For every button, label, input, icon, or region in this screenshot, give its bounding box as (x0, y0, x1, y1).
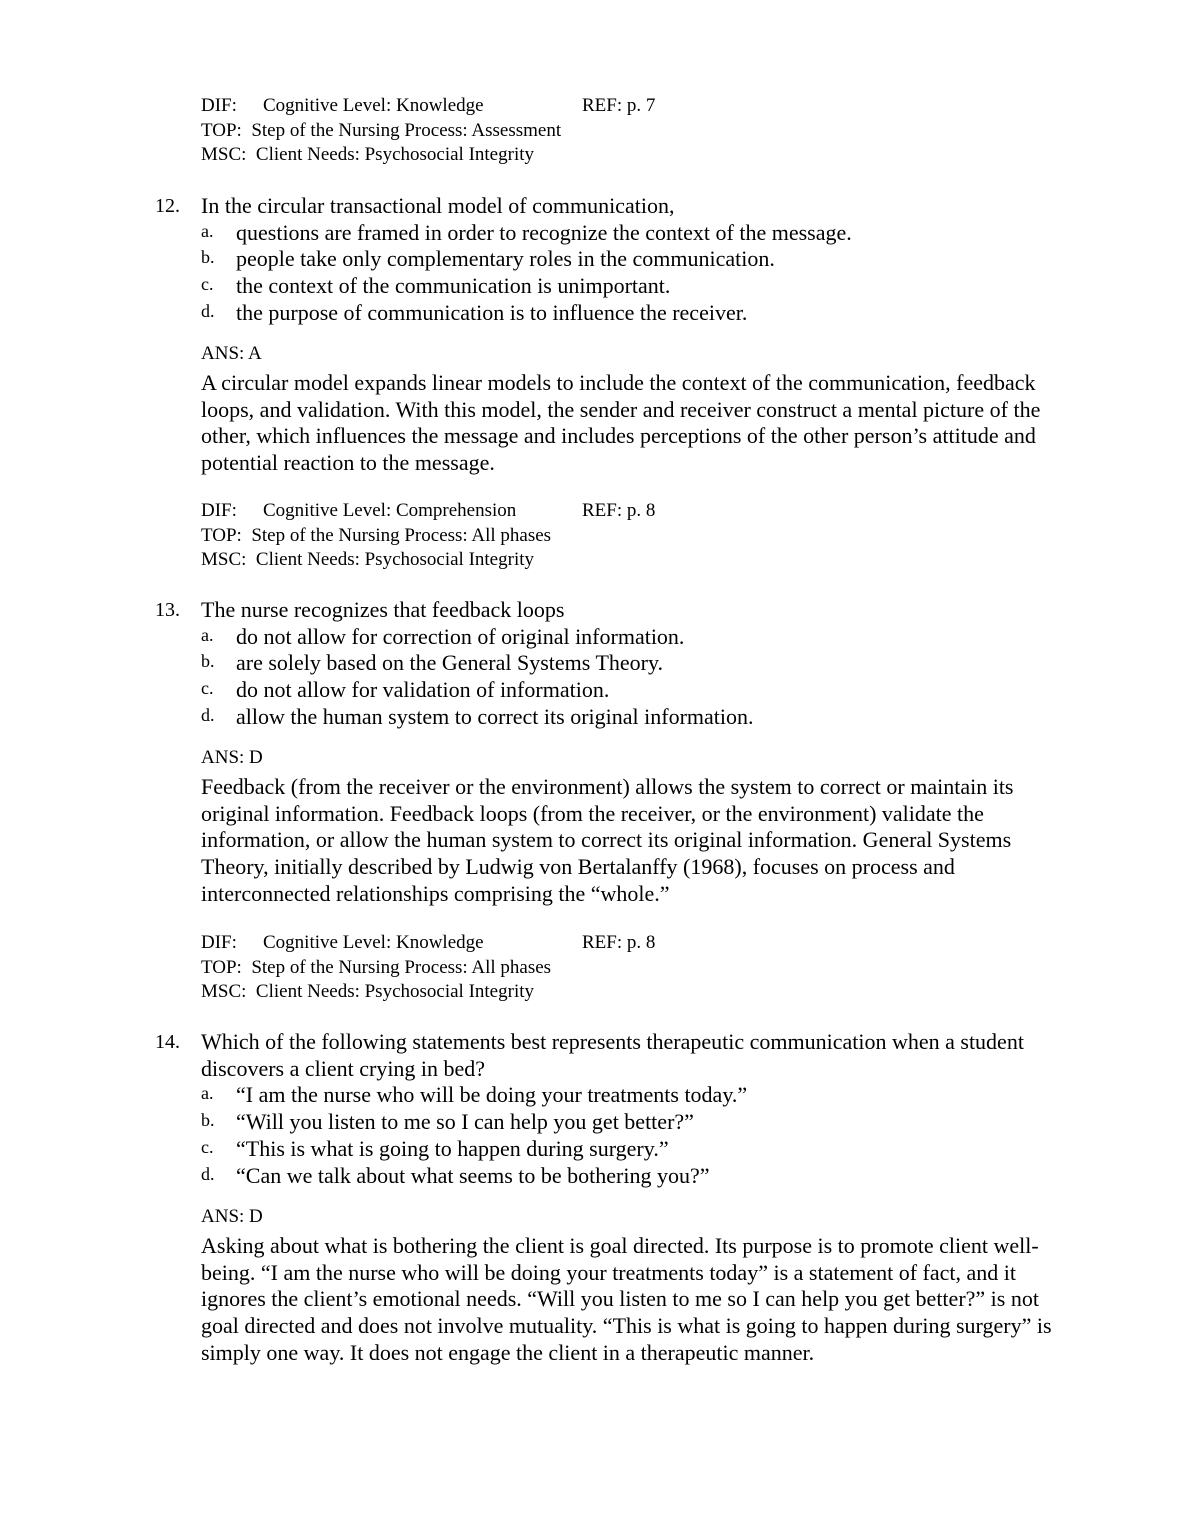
option-letter: c. (201, 1136, 214, 1157)
answer-rationale (201, 1205, 1081, 1367)
option-text: “Can we talk about what seems to be bothering you?” (236, 1162, 710, 1188)
difficulty-value: Cognitive Level: Knowledge (263, 932, 484, 953)
difficulty-label: DIF: (201, 95, 237, 116)
question-number: 14. (155, 1031, 180, 1053)
option-text: the context of the communication is unimportant. (236, 273, 671, 299)
rationale-text: Asking about what is bothering the client is goal directed. Its purpose is to promote client well-being. “I am the nurse who will be doing your treatments today” is a statement of fact, and it ignores the client’s emotional needs. “Will you listen to me so I can help you get better?” is not goal directed and does not involve mutuality. “This is what is going to happen during surgery” is simply one way. It does not engage the client in a therapeutic manner. (201, 1233, 1052, 1365)
option-letter: b. (201, 247, 215, 268)
question-metadata (201, 499, 656, 573)
answer-rationale (201, 746, 1081, 908)
answer-option (201, 650, 1085, 677)
answer-option (201, 1109, 1085, 1136)
answer-option (201, 1163, 1085, 1190)
difficulty-line (201, 94, 656, 119)
question-stem: The nurse recognizes that feedback loops (201, 597, 565, 622)
option-letter: a. (201, 624, 214, 645)
rationale-text: A circular model expands linear models to include the context of the communication, feedback loops, and validation. With this model, the sender and receiver construct a mental picture of the other, which influences the message and includes perceptions of the other person’s attitude and potential reaction to the message. (201, 370, 1041, 476)
answer-key: ANS: D (201, 747, 263, 768)
answer-key: ANS: A (201, 343, 262, 364)
client-needs-line: MSC: Client Needs: Psychosocial Integrity (201, 549, 535, 570)
question-12 (155, 193, 1085, 327)
answer-option (201, 677, 1085, 704)
option-text: “I am the nurse who will be doing your treatments today.” (236, 1082, 748, 1108)
question-stem: Which of the following statements best represents therapeutic communication when a student discovers a client crying in bed? (201, 1029, 1024, 1081)
answer-option (201, 246, 1085, 273)
answer-option (201, 704, 1085, 731)
difficulty-value: Cognitive Level: Comprehension (263, 500, 517, 521)
option-letter: d. (201, 704, 215, 725)
option-letter: c. (201, 274, 214, 295)
question-number: 13. (155, 599, 180, 621)
option-text: “Will you listen to me so I can help you get better?” (236, 1109, 694, 1135)
reference: REF: p. 8 (582, 500, 656, 521)
difficulty-line (201, 931, 656, 956)
answer-option (201, 220, 1085, 247)
option-text: do not allow for validation of information. (236, 677, 610, 703)
topic-line: TOP: Step of the Nursing Process: Assessment (201, 119, 562, 141)
topic-line: TOP: Step of the Nursing Process: All phases (201, 524, 552, 546)
question-stem: In the circular transactional model of communication, (201, 193, 675, 218)
option-letter: a. (201, 220, 214, 241)
answer-option (201, 300, 1085, 327)
question-14 (155, 1029, 1085, 1189)
rationale-text: Feedback (from the receiver or the environment) allows the system to correct or maintain its original information. Feedback loops (from the receiver, or the environment) validate the information, or allow the human system to correct its original information. General Systems Theory, initially described by Ludwig von Bertalanffy (1968), focuses on process and interconnected relationships comprising the “whole.” (201, 774, 1014, 906)
reference: REF: p. 7 (582, 95, 656, 116)
client-needs-line: MSC: Client Needs: Psychosocial Integrity (201, 981, 535, 1002)
answer-key: ANS: D (201, 1206, 263, 1227)
answer-option (201, 1082, 1085, 1109)
answer-rationale (201, 342, 1081, 477)
difficulty-label: DIF: (201, 500, 237, 521)
difficulty-value: Cognitive Level: Knowledge (263, 95, 484, 116)
topic-line: TOP: Step of the Nursing Process: All phases (201, 956, 552, 978)
option-text: allow the human system to correct its original information. (236, 703, 754, 729)
option-letter: c. (201, 678, 214, 699)
option-text: people take only complementary roles in the communication. (236, 246, 775, 272)
answer-option (201, 273, 1085, 300)
question-13 (155, 597, 1085, 731)
option-text: are solely based on the General Systems Theory. (236, 650, 664, 676)
option-letter: d. (201, 300, 215, 321)
option-letter: a. (201, 1083, 214, 1104)
option-text: the purpose of communication is to influence the receiver. (236, 299, 748, 325)
question-metadata (201, 931, 656, 1005)
question-number: 12. (155, 195, 180, 217)
option-letter: b. (201, 1110, 215, 1131)
option-text: do not allow for correction of original information. (236, 623, 685, 649)
reference: REF: p. 8 (582, 932, 656, 953)
client-needs-line: MSC: Client Needs: Psychosocial Integrity (201, 144, 535, 165)
option-letter: b. (201, 651, 215, 672)
option-text: questions are framed in order to recognize the context of the message. (236, 219, 852, 245)
option-text: “This is what is going to happen during surgery.” (236, 1135, 669, 1161)
answer-option (201, 1136, 1085, 1163)
option-letter: d. (201, 1163, 215, 1184)
difficulty-label: DIF: (201, 932, 237, 953)
answer-option (201, 624, 1085, 651)
question-metadata (201, 94, 656, 168)
difficulty-line (201, 499, 656, 524)
